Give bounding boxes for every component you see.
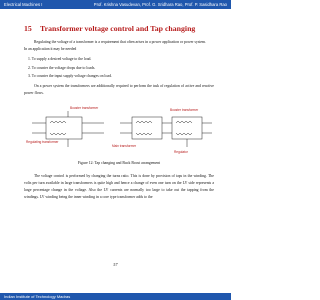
page-number: 57 — [113, 262, 118, 267]
booster-transformer-box — [172, 117, 202, 139]
section-number: 15 — [24, 24, 32, 33]
header-bar — [0, 0, 231, 9]
requirements-list — [28, 55, 214, 81]
label-booster-transformer-2: Booster transformer — [170, 107, 199, 112]
tap-changing-diagram — [24, 103, 214, 159]
paragraph-power-system: On a power system the transformers are additionally required to perform the task of regulation of active and reactive power flows. — [24, 83, 214, 95]
paragraph-intro: Regulating the voltage of a transformer is a requirement that often arises in a power application or power system. — [34, 40, 206, 44]
section-title: Transformer voltage control and Tap changing — [40, 24, 196, 33]
left-transformer-box — [46, 117, 82, 139]
label-main-transformer: Main transformer — [112, 143, 137, 148]
main-transformer-box — [132, 117, 162, 139]
label-regulator: Regulator — [174, 149, 188, 154]
section-heading — [24, 24, 214, 34]
label-regulating-transformer: Regulating transformer — [26, 139, 59, 144]
page-content — [24, 18, 214, 201]
list-item: 3. To counter the input supply voltage changes on load. — [28, 74, 112, 78]
paragraph-intro-b: In an application it may be needed — [24, 47, 77, 51]
list-item: 1. To supply a desired voltage to the load. — [28, 57, 92, 61]
tap-changing-figure — [24, 103, 214, 159]
footer-institution: Indian Institute of Technology Madras — [4, 294, 71, 299]
figure-caption: Figure 12: Tap changing and Buck Boost arrangement — [77, 160, 161, 165]
header-authors: Prof. Krishna Vasudevan, Prof. G. Sridhara Rao, Prof. P. Sasidhara Rao — [93, 2, 227, 7]
list-item: 2. To counter the voltage drops due to loads. — [28, 65, 96, 70]
label-booster-transformer: Booster transformer — [70, 105, 99, 110]
paragraph-tap-changing: The voltage control is performed by changing the turns ratio. This is done by provision of taps in the winding. The volts per turn available in large transformers is quite high and hence a change of even one turn on the LV side represents a large percentage change in the voltage. Also the LV currents are normally too large to take out the tapping from the windings. LV winding being the inner winding in a core type transformer adds to the — [24, 173, 214, 199]
footer-bar — [0, 293, 231, 300]
header-course-title: Electrical Machines I — [4, 2, 43, 7]
